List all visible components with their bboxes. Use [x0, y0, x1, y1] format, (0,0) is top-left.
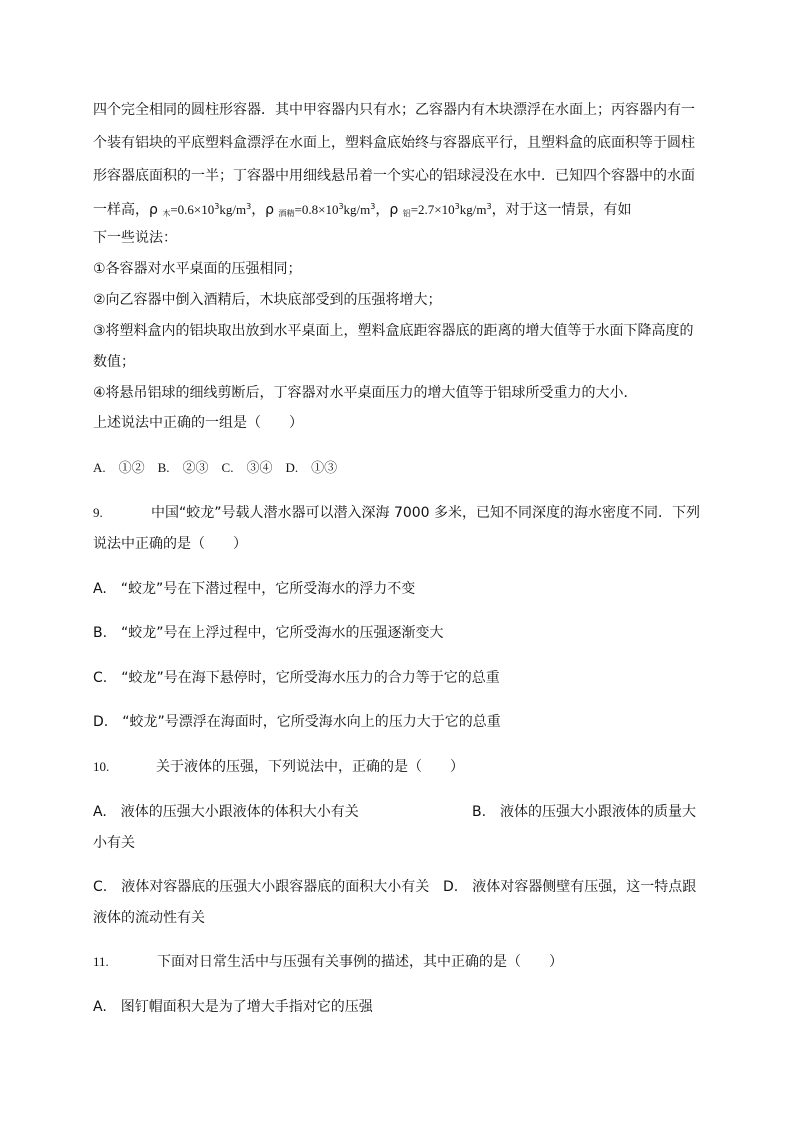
q8-l4-sup5: 3 [454, 202, 460, 211]
q8-l4-sup6: 3 [486, 202, 492, 211]
q8-line-4 [93, 197, 632, 224]
q11-number: 11. [93, 954, 109, 969]
q8-l4-sub-alcohol: 酒精 [278, 209, 295, 218]
q9-option-b: B. “蛟龙”号在上浮过程中，它所受海水的压强逐渐变大 [93, 625, 444, 641]
q8-l4-j: ，对于这一情景，有如 [491, 202, 632, 218]
q8-l4-c: kg/m [219, 202, 247, 217]
q8-l4-h: =2.7×10 [410, 202, 455, 217]
q8-statement-1: ①各容器对水平桌面的压强相同； [93, 261, 302, 277]
q8-l4-sup3: 3 [338, 202, 344, 211]
q8-question: 上述说法中正确的一组是（ ） [93, 415, 303, 431]
q8-l4-i: kg/m [459, 202, 487, 217]
q10-number: 10. [93, 759, 110, 774]
q9-option-d: D. “蛟龙”号漂浮在海面时，它所受海水向上的压力大于它的总重 [93, 714, 501, 730]
q11-stem [93, 952, 563, 972]
q10-option-c: C. 液体对容器底的压强大小跟容器底的面积大小有关 [93, 879, 430, 895]
q10-option-d: D. 液体对容器侧壁有压强，这一特点跟 [443, 879, 697, 895]
q10-stem-text: 关于液体的压强，下列说法中，正确的是（ ） [156, 759, 464, 775]
q8-line-1: 四个完全相同的圆柱形容器．其中甲容器内只有水；乙容器内有木块漂浮在水面上；丙容器内有一 [93, 102, 695, 118]
q8-options: A. ①② B. ②③ C. ③④ D. ①③ [93, 460, 338, 475]
q8-l4-a: 一样高，ρ [93, 202, 163, 218]
q10-option-a: A. 液体的压强大小跟液体的体积大小有关 [93, 804, 359, 820]
q8-l4-g: ，ρ [375, 202, 403, 218]
q9-stem-text: 中国“蛟龙”号载人潜水器可以潜入深海 7000 多米，已知不同深度的海水密度不同．下列 [151, 505, 701, 521]
q9-stem-line-2: 说法中正确的是（ ） [93, 536, 247, 552]
q11-stem-text: 下面对日常生活中与压强有关事例的描述，其中正确的是（ ） [157, 954, 563, 970]
q8-statement-4: ④将悬吊铝球的细线剪断后，丁容器对水平桌面压力的增大值等于铝球所受重力的大小． [93, 385, 638, 401]
q9-number: 9. [93, 505, 103, 520]
q8-l4-f: kg/m [343, 202, 371, 217]
q8-l4-sup4: 3 [370, 202, 376, 211]
q9-stem-line-1 [93, 503, 700, 523]
q8-statement-3: ③将塑料盒内的铝块取出放到水平桌面上，塑料盒底距容器底的距离的增大值等于水面下降高度的 [93, 323, 694, 339]
q10-option-b: B. 液体的压强大小跟液体的质量大 [472, 804, 697, 820]
q8-statement-3-cont: 数值； [93, 354, 135, 370]
q8-l4-e: =0.8×10 [294, 202, 339, 217]
q8-l4-sub-aluminum: 铝 [402, 209, 411, 218]
q10-stem [93, 757, 464, 777]
q8-statement-2: ②向乙容器中倒入酒精后，木块底部受到的压强将增大； [93, 292, 442, 308]
q9-option-c: C. “蛟龙”号在海下悬停时，它所受海水压力的合力等于它的总重 [93, 670, 500, 686]
q9-option-a: A. “蛟龙”号在下潜过程中，它所受海水的浮力不变 [93, 581, 416, 597]
q8-l4-sup1: 3 [214, 202, 220, 211]
q8-line-5: 下一些说法： [93, 230, 177, 246]
q11-option-a: A. 图钉帽面积大是为了增大手指对它的压强 [93, 999, 373, 1015]
q8-l4-sub-wood: 木 [162, 209, 171, 218]
q10-option-b-cont: 小有关 [93, 835, 135, 851]
q8-l4-d: ，ρ [251, 202, 279, 218]
q8-l4-b: =0.6×10 [170, 202, 215, 217]
q8-line-3: 形容器底面积的一半；丁容器中用细线悬吊着一个实心的铝球浸没在水中．已知四个容器中的水面 [93, 168, 695, 184]
q8-l4-sup2: 3 [246, 202, 252, 211]
q8-line-2: 个装有铝块的平底塑料盒漂浮在水面上，塑料盒底始终与容器底平行，且塑料盒的底面积等于圆柱 [93, 135, 695, 151]
q10-option-d-cont: 液体的流动性有关 [93, 910, 205, 926]
